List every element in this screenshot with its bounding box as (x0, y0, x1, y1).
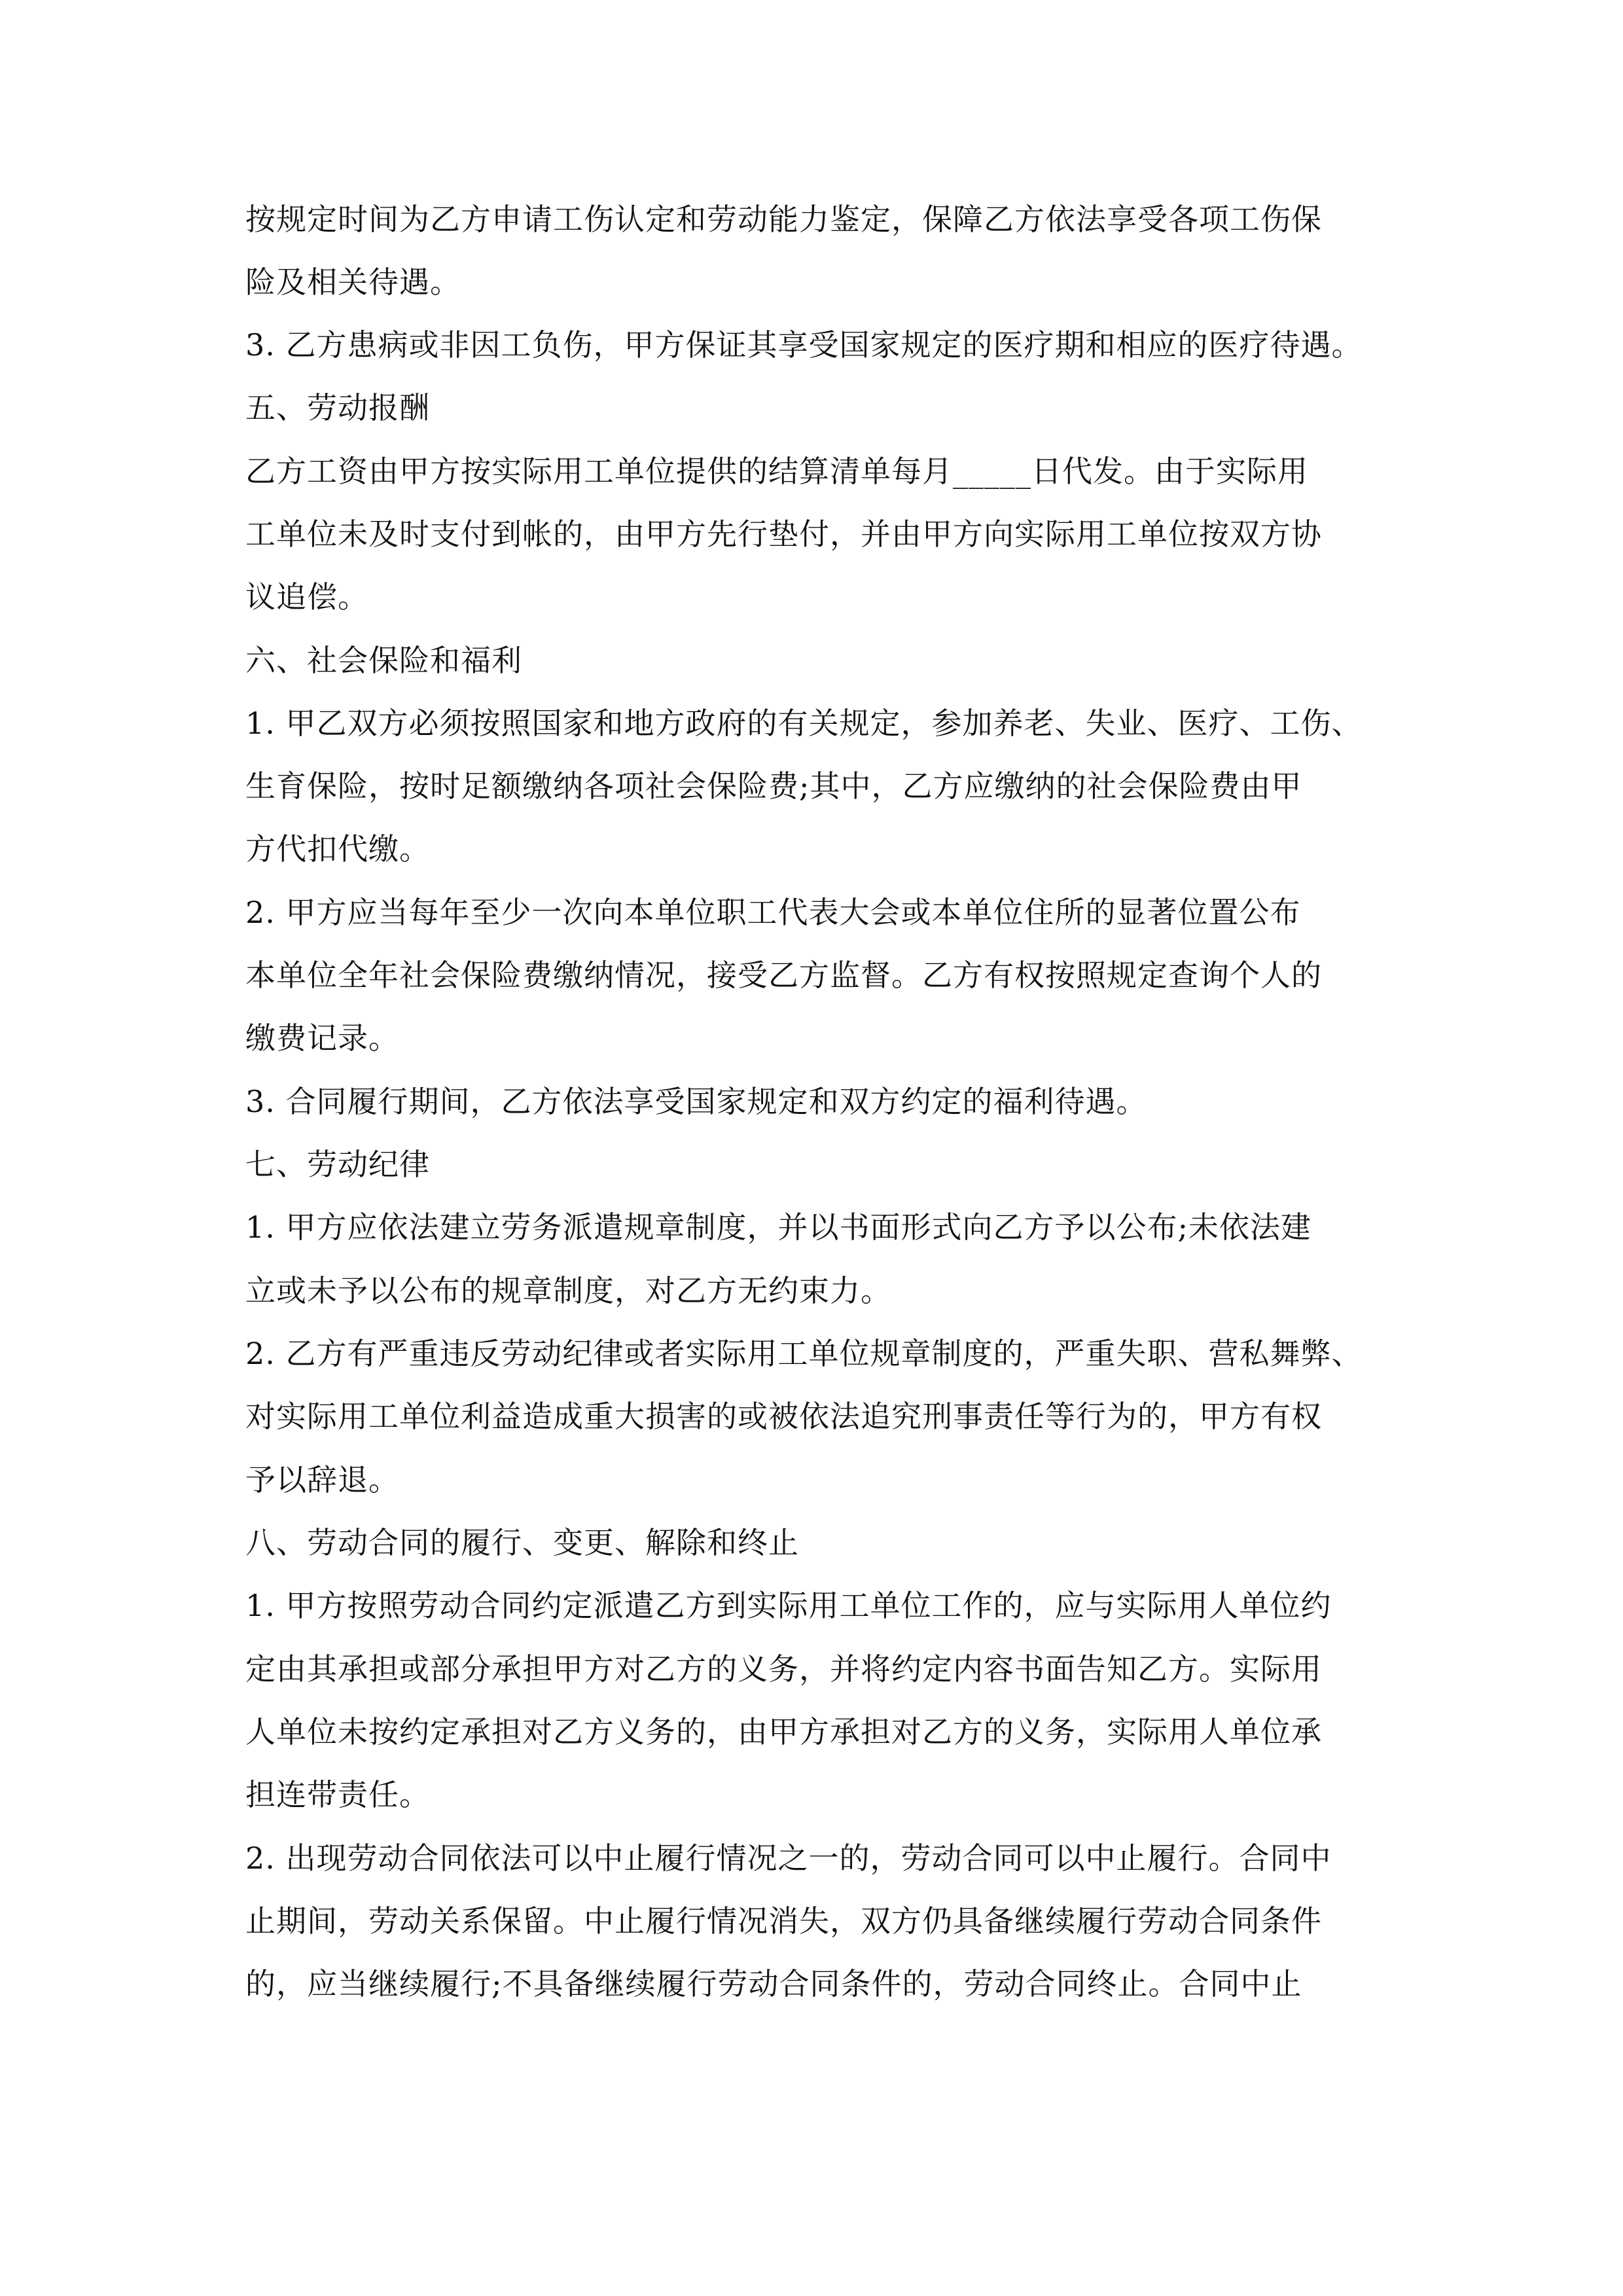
text-line-12: 2. 甲方应当每年至少一次向本单位职工代表大会或本单位住所的显著位置公布 (245, 895, 1301, 930)
text-line-6: 工单位未及时支付到帐的，由甲方先行垫付，并由甲方向实际用工单位按双方协 (245, 516, 1322, 552)
text-line-1: 按规定时间为乙方申请工伤认定和劳动能力鉴定，保障乙方依法享受各项工伤保 (245, 202, 1322, 237)
text-line-9: 1. 甲乙双方必须按照国家和地方政府的有关规定，参加养老、失业、医疗、工伤、 (245, 706, 1363, 741)
text-line-18: 立或未予以公布的规章制度，对乙方无约束力。 (245, 1273, 891, 1308)
text-line-19: 2. 乙方有严重违反劳动纪律或者实际用工单位规章制度的，严重失职、营私舞弊、 (245, 1336, 1363, 1371)
text-line-20: 对实际用工单位利益造成重大损害的或被依法追究刑事责任等行为的，甲方有权 (245, 1399, 1322, 1434)
text-line-13: 本单位全年社会保险费缴纳情况，接受乙方监督。乙方有权按照规定查询个人的 (245, 958, 1322, 993)
text-line-29: 的，应当继续履行;不具备继续履行劳动合同条件的，劳动合同终止。合同中止 (245, 1966, 1302, 2001)
text-line-26: 担连带责任。 (245, 1777, 430, 1812)
section-heading-6: 六、社会保险和福利 (245, 643, 522, 678)
text-line-5: 乙方工资由甲方按实际用工单位提供的结算清单每月_____日代发。由于实际用 (245, 454, 1308, 489)
text-line-25: 人单位未按约定承担对乙方义务的，由甲方承担对乙方的义务，实际用人单位承 (245, 1714, 1322, 1749)
section-heading-8: 八、劳动合同的履行、变更、解除和终止 (245, 1525, 799, 1560)
text-line-2: 险及相关待遇。 (245, 264, 461, 300)
text-line-23: 1. 甲方按照劳动合同约定派遣乙方到实际用工单位工作的，应与实际用人单位约 (245, 1588, 1332, 1623)
text-line-15: 3. 合同履行期间，乙方依法享受国家规定和双方约定的福利待遇。 (245, 1084, 1147, 1119)
text-line-7: 议追偿。 (245, 579, 368, 615)
text-line-27: 2. 出现劳动合同依法可以中止履行情况之一的，劳动合同可以中止履行。合同中 (245, 1840, 1332, 1876)
section-heading-5: 五、劳动报酬 (245, 390, 430, 425)
section-heading-7: 七、劳动纪律 (245, 1147, 430, 1182)
text-line-21: 予以辞退。 (245, 1462, 399, 1498)
text-line-24: 定由其承担或部分承担甲方对乙方的义务，并将约定内容书面告知乙方。实际用 (245, 1651, 1322, 1687)
text-line-14: 缴费记录。 (245, 1020, 399, 1056)
text-line-11: 方代扣代缴。 (245, 831, 430, 867)
text-line-28: 止期间，劳动关系保留。中止履行情况消失，双方仍具备继续履行劳动合同条件 (245, 1903, 1322, 1939)
text-line-10: 生育保险，按时足额缴纳各项社会保险费;其中，乙方应缴纳的社会保险费由甲 (245, 768, 1302, 804)
text-line-17: 1. 甲方应依法建立劳务派遣规章制度，并以书面形式向乙方予以公布;未依法建 (245, 1210, 1312, 1245)
text-line-3: 3. 乙方患病或非因工负伤，甲方保证其享受国家规定的医疗期和相应的医疗待遇。 (245, 327, 1363, 363)
